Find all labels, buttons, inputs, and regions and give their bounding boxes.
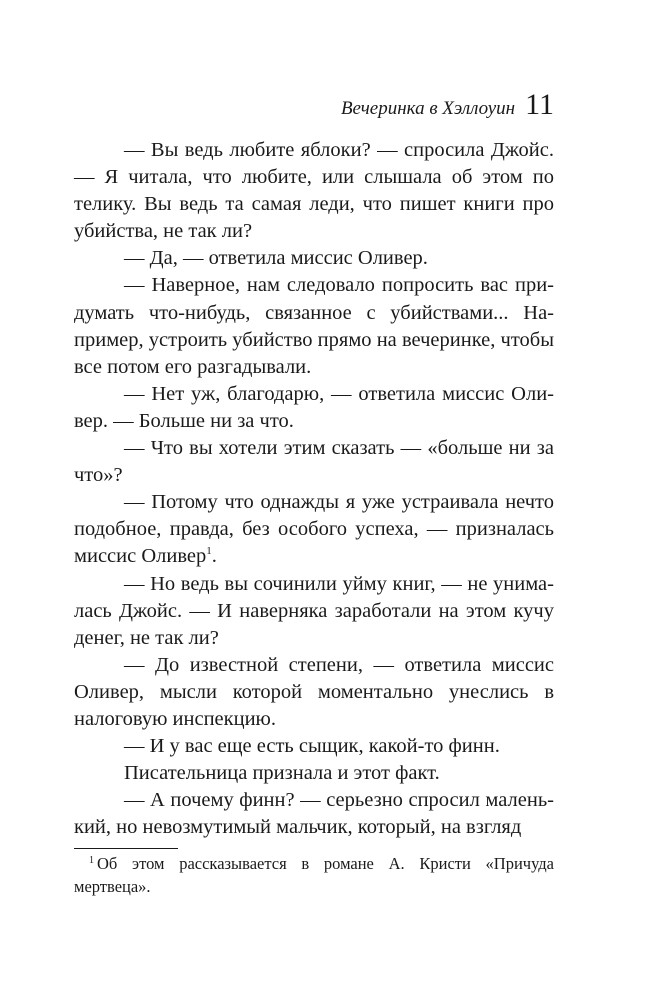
paragraph-text: — Потому что однажды я уже устраивала нечто подобное, правда, без особого успеха, — призналась миссис Оливер (74, 491, 554, 568)
footnote-divider (74, 848, 178, 849)
footnote-number: 1 (89, 854, 94, 866)
footnote-text: Об этом рассказывается в романе А. Кристи «Причуда мертвеца». (74, 854, 554, 896)
paragraph: — Наверное, нам следовало попросить вас придумать что-нибудь, связанное с убийствами... Например, устроить убийство прямо на вечеринке, чтобы все потом его разгадывали. (74, 274, 554, 378)
footnote (74, 853, 554, 898)
footnote-paragraph (74, 853, 554, 898)
paragraph: — И у вас еще есть сыщик, какой-то финн. (124, 735, 500, 758)
paragraph: — Потому что однажды я уже устраивала нечто подобное, правда, без особого успеха, — призналась миссис Оливер$^1$. (74, 491, 554, 568)
paragraph: — Что вы хотели этим сказать — «больше ни за что»? (74, 437, 554, 487)
page-number: 11 (525, 88, 554, 121)
running-head (74, 88, 554, 122)
paragraph: — Нет уж, благодарю, — ответила миссис Оливер. — Больше ни за что. (74, 382, 554, 432)
footnote-marker: 1 (206, 545, 212, 558)
paragraph: — Вы ведь любите яблоки? — спросила Джойс. — Я читала, что любите, или слышала об этом по телику. Вы ведь та самая леди, что пишет книги про убийства, не так ли? (74, 139, 554, 243)
paragraph: Писательница признала и этот факт. (124, 762, 440, 785)
paragraph: — А почему финн? — серьезно спросил маленький, но невозмутимый мальчик, который, на взгляд (74, 789, 554, 839)
book-title: Вечеринка в Хэллоуин (340, 98, 516, 119)
paragraph: — Но ведь вы сочинили уйму книг, — не унималась Джойс. — И наверняка заработали на этом кучу денег, не так ли? (74, 572, 554, 649)
paragraph: — До известной степени, — ответила миссис Оливер, мысли которой моментально унеслись в налоговую инспекцию. (74, 653, 554, 730)
body-text (74, 137, 554, 841)
paragraph: — Да, — ответила миссис Оливер. (124, 247, 428, 270)
